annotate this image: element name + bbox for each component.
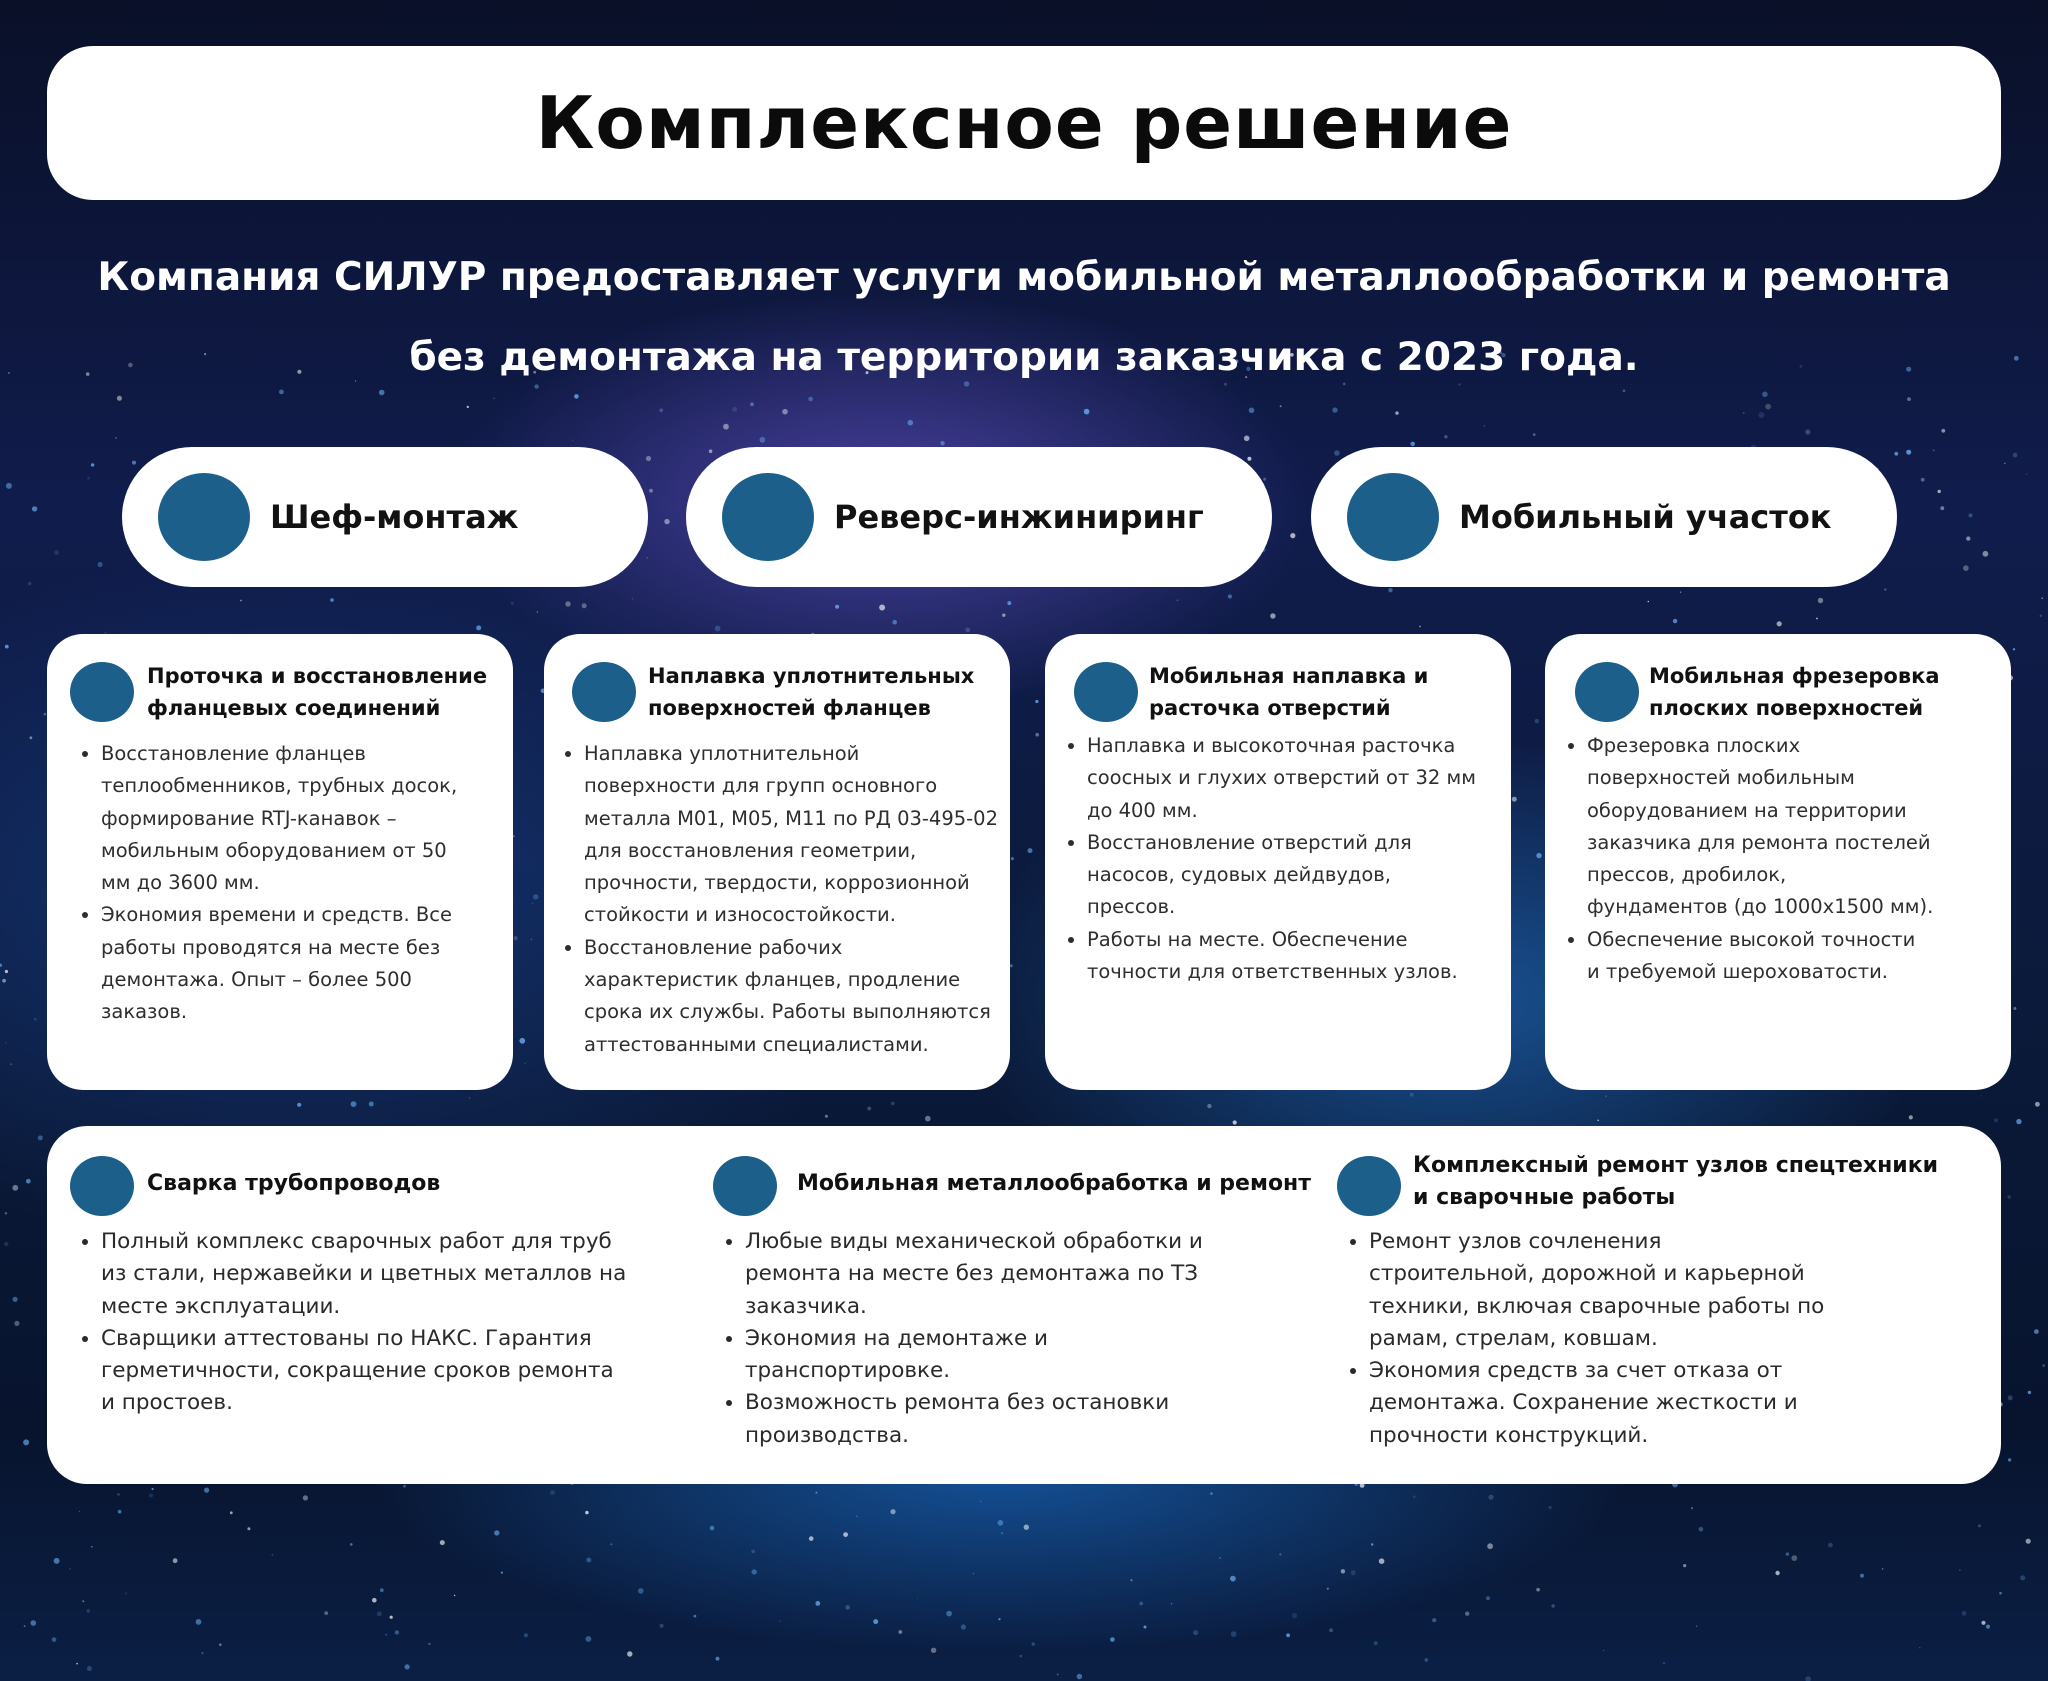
service-card-flange-turning [47, 634, 513, 1090]
list-item: • Работы на месте. Обеспечение точности для ответственных узлов. [1087, 924, 1527, 989]
circle-icon [70, 1156, 134, 1216]
category-pill-shef-montazh [122, 447, 648, 587]
category-pill-mobilnyi-uchastok [1311, 447, 1897, 587]
list-item: • Экономия на демонтаже и транспортировке. [745, 1323, 1305, 1388]
section-title-metalworking: Мобильная металлообработка и ремонт [797, 1171, 1312, 1196]
category-pill-revers-inzhiniring [686, 447, 1272, 587]
list-item: • Возможность ремонта без остановки производства. [745, 1387, 1305, 1452]
list-item: • Восстановление рабочих характеристик фланцев, продление срока их службы. Работы выполняются аттестованными специалистами. [584, 932, 1030, 1061]
card-title: Наплавка уплотнительных поверхностей фланцев [648, 664, 975, 720]
section-title-welding: Сварка трубопроводов [147, 1171, 441, 1196]
card-bullet-list [81, 738, 521, 1029]
section-title-special-equipment: Комплексный ремонт узлов спецтехники и сварочные работы [1413, 1153, 1939, 1210]
card-bullet-list [1567, 730, 2027, 988]
list-item: • Экономия времени и средств. Все работы проводятся на месте без демонтажа. Опыт – более 500 заказов. [101, 899, 521, 1028]
list-item: • Восстановление отверстий для насосов, судовых дейдвудов, прессов. [1087, 827, 1527, 924]
list-item: • Наплавка уплотнительной поверхности для групп основного металла М01, М05, М11 по РД 03-495-02 для восстановления геометрии, прочности, твердости, коррозионной стойкости и износостойкости. [584, 738, 1030, 932]
circle-icon [1337, 1156, 1401, 1216]
circle-icon [572, 662, 636, 722]
service-card-flange-cladding [544, 634, 1010, 1090]
card-bullet-list [1067, 730, 1527, 988]
section-bullet-list [725, 1226, 1305, 1452]
service-card-flat-milling [1545, 634, 2011, 1090]
bottom-services-panel [47, 1126, 2001, 1484]
circle-icon [722, 473, 814, 561]
list-item: • Обеспечение высокой точности и требуемой шероховатости. [1587, 924, 2027, 989]
list-item: • Ремонт узлов сочленения строительной, дорожной и карьерной техники, включая сварочные работы по рамам, стрелам, ковшам. [1369, 1226, 1969, 1355]
circle-icon [158, 473, 250, 561]
section-bullet-list [1349, 1226, 1969, 1452]
list-item: • Наплавка и высокоточная расточка соосных и глухих отверстий от 32 мм до 400 мм. [1087, 730, 1527, 827]
section-bullet-list [81, 1226, 681, 1420]
circle-icon [1575, 662, 1639, 722]
list-item: • Любые виды механической обработки и ремонта на месте без демонтажа по ТЗ заказчика. [745, 1226, 1305, 1323]
list-item: • Сварщики аттестованы по НАКС. Гарантия герметичности, сокращение сроков ремонта и простоев. [101, 1323, 681, 1420]
circle-icon [70, 662, 134, 722]
card-title: Проточка и восстановление фланцевых соединений [147, 664, 488, 720]
page-title: Комплексное решение [535, 81, 1513, 165]
circle-icon [1347, 473, 1439, 561]
circle-icon [713, 1156, 777, 1216]
category-label: Мобильный участок [1459, 498, 1832, 536]
list-item: • Фрезеровка плоских поверхностей мобильным оборудованием на территории заказчика для ремонта постелей прессов, дробилок, фундаментов (до 1000х1500 мм). [1587, 730, 2027, 924]
intro-line-2: без демонтажа на территории заказчика с 2023 года. [409, 335, 1639, 380]
intro-text [40, 238, 2008, 398]
category-label: Реверс-инжиниринг [834, 498, 1204, 536]
card-bullet-list [564, 738, 1030, 1061]
card-title: Мобильная наплавка и расточка отверстий [1149, 664, 1429, 720]
card-title: Мобильная фрезеровка плоских поверхностей [1649, 664, 1940, 720]
circle-icon [1074, 662, 1138, 722]
category-label: Шеф-монтаж [270, 498, 519, 536]
list-item: • Экономия средств за счет отказа от демонтажа. Сохранение жесткости и прочности конструкций. [1369, 1355, 1969, 1452]
list-item: • Восстановление фланцев теплообменников, трубных досок, формирование RTJ-канавок – мобильным оборудованием от 50 мм до 3600 мм. [101, 738, 521, 899]
title-banner [47, 46, 2001, 200]
intro-line-1: Компания СИЛУР предоставляет услуги мобильной металлообработки и ремонта [97, 255, 1951, 300]
service-card-bore-cladding [1045, 634, 1511, 1090]
list-item: • Полный комплекс сварочных работ для труб из стали, нержавейки и цветных металлов на месте эксплуатации. [101, 1226, 681, 1323]
